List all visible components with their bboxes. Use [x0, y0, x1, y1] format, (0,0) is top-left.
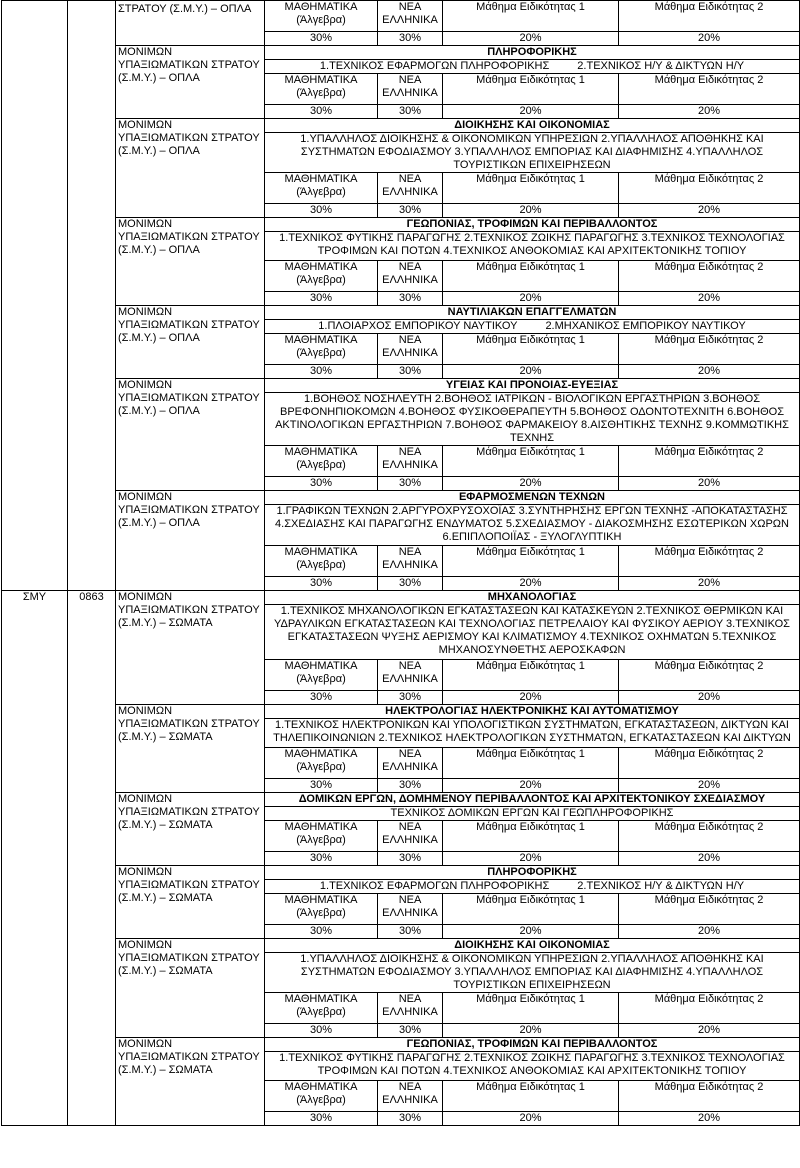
weight-spec1: 20% [443, 691, 619, 705]
subject-spec2: Μάθημα Ειδικότητας 2 [619, 660, 800, 691]
subject-math: ΜΑΘΗΜΑΤΙΚΑ (Άλγεβρα) [265, 660, 378, 691]
weight-math: 30% [265, 852, 378, 866]
weight-math: 30% [265, 365, 378, 379]
category-cell: ΣΜΥ [2, 591, 68, 1126]
group-title: ΔΟΜΙΚΩΝ ΕΡΓΩΝ, ΔΟΜΗΜΕΝΟΥ ΠΕΡΙΒΑΛΛΟΝΤΟΣ ΚΑΙ ΑΡΧΙΤΕΚΤΟΝΙΚΟΥ ΣΧΕΔΙΑΣΜΟΥ [265, 793, 800, 807]
subject-spec2: Μάθημα Ειδικότητας 2 [619, 546, 800, 577]
subject-spec2: Μάθημα Ειδικότητας 2 [619, 993, 800, 1024]
subject-spec1: Μάθημα Ειδικότητας 1 [443, 173, 619, 204]
weight-greek: 30% [378, 32, 443, 46]
group-header-row [2, 939, 800, 953]
group-title: ΠΛΗΡΟΦΟΡΙΚΗΣ [265, 46, 800, 60]
subject-spec1: Μάθημα Ειδικότητας 1 [443, 74, 619, 105]
group-title: ΕΦΑΡΜΟΣΜΕΝΩΝ ΤΕΧΝΩΝ [265, 491, 800, 505]
group-title: ΔΙΟΙΚΗΣΗΣ ΚΑΙ ΟΙΚΟΝΟΜΙΑΣ [265, 119, 800, 133]
weight-spec2: 20% [619, 204, 800, 218]
category-cell-top [2, 1, 68, 46]
weight-math: 30% [265, 779, 378, 793]
subject-greek: ΝΕΑ ΕΛΛΗΝΙΚΑ [378, 334, 443, 365]
school-type-label: ΜΟΝΙΜΩΝ ΥΠΑΞΙΩΜΑΤΙΚΩΝ ΣΤΡΑΤΟΥ (Σ.Μ.Υ.) – ΟΠΛΑ [116, 119, 265, 218]
weight-spec1: 20% [443, 105, 619, 119]
subject-math: ΜΑΘΗΜΑΤΙΚΑ (Άλγεβρα) [265, 821, 378, 852]
weight-greek: 30% [378, 925, 443, 939]
school-type-label: ΜΟΝΙΜΩΝ ΥΠΑΞΙΩΜΑΤΙΚΩΝ ΣΤΡΑΤΟΥ (Σ.Μ.Υ.) – ΟΠΛΑ [116, 491, 265, 591]
subject-math: ΜΑΘΗΜΑΤΙΚΑ (Άλγεβρα) [265, 1081, 378, 1112]
specialties-list: 1.ΤΕΧΝΙΚΟΣ ΜΗΧΑΝΟΛΟΓΙΚΩΝ ΕΓΚΑΤΑΣΤΑΣΕΩΝ ΚΑΙ ΚΑΤΑΣΚΕΥΩΝ 2.ΤΕΧΝΙΚΟΣ ΘΕΡΜΙΚΩΝ ΚΑΙ ΥΔΡΑΥΛΙΚΩΝ ΕΓΚΑΤΑΣΤΑΣΕΩΝ ΚΑΙ ΤΕΧΝΟΛΟΓΙΑΣ ΠΕΤΡΕΛΑΙΟΥ ΚΑΙ ΦΥΣΙΚΟΥ ΑΕΡΙΟΥ 3.ΤΕΧΝΙΚΟΣ ΕΓΚΑΤΑΣΤΑΣΕΩΝ ΨΥΞΗΣ ΑΕΡΙΣΜΟΥ ΚΑΙ ΚΛΙΜΑΤΙΣΜΟΥ 4.ΤΕΧΝΙΚΟΣ ΟΧΗΜΑΤΩΝ 5.ΤΕΧΝΙΚΟΣ ΜΗΧΑΝΟΣΥΝΘΕΤΗΣ ΑΕΡΟΣΚΑΦΩΝ [265, 605, 800, 660]
code-cell-top [68, 1, 116, 46]
school-type-label: ΜΟΝΙΜΩΝ ΥΠΑΞΙΩΜΑΤΙΚΩΝ ΣΤΡΑΤΟΥ (Σ.Μ.Υ.) – ΟΠΛΑ [116, 379, 265, 491]
group-header-row [2, 46, 800, 60]
subject-greek: ΝΕΑ ΕΛΛΗΝΙΚΑ [378, 821, 443, 852]
weight-math: 30% [265, 105, 378, 119]
subject-spec1: Μάθημα Ειδικότητας 1 [443, 334, 619, 365]
group-title: ΠΛΗΡΟΦΟΡΙΚΗΣ [265, 866, 800, 880]
group-title: ΓΕΩΠΟΝΙΑΣ, ΤΡΟΦΙΜΩΝ ΚΑΙ ΠΕΡΙΒΑΛΛΟΝΤΟΣ [265, 1038, 800, 1052]
specialty-item: 2.ΤΕΧΝΙΚΟΣ Η/Υ & ΔΙΚΤΥΩΝ Η/Υ [577, 880, 745, 892]
weight-spec1: 20% [443, 292, 619, 306]
subject-greek: ΝΕΑ ΕΛΛΗΝΙΚΑ [378, 993, 443, 1024]
weight-greek: 30% [378, 852, 443, 866]
subject-spec1: Μάθημα Ειδικότητας 1 [443, 748, 619, 779]
weight-math: 30% [265, 691, 378, 705]
group-header-row [2, 218, 800, 232]
group-header-row [2, 705, 800, 719]
specialty-item: 1.ΤΕΧΝΙΚΟΣ ΕΦΑΡΜΟΓΩΝ ΠΛΗΡΟΦΟΡΙΚΗΣ [319, 880, 550, 892]
weight-greek: 30% [378, 1112, 443, 1126]
group-title: ΔΙΟΙΚΗΣΗΣ ΚΑΙ ΟΙΚΟΝΟΜΙΑΣ [265, 939, 800, 953]
continued-row [2, 1, 800, 32]
weight-spec1: 20% [443, 779, 619, 793]
specialties-list: 1.ΤΕΧΝΙΚΟΣ ΗΛΕΚΤΡΟΝΙΚΩΝ ΚΑΙ ΥΠΟΛΟΓΙΣΤΙΚΩΝ ΣΥΣΤΗΜΑΤΩΝ, ΕΓΚΑΤΑΣΤΑΣΕΩΝ, ΔΙΚΤΥΩΝ ΚΑΙ ΤΗΛΕΠΙΚΟΙΝΩΝΙΩΝ 2.ΤΕΧΝΙΚΟΣ ΗΛΕΚΤΡΟΛΟΓΙΚΩΝ ΣΥΣΤΗΜΑΤΩΝ, ΕΓΚΑΤΑΣΤΑΣΕΩΝ ΚΑΙ ΔΙΚΤΥΩΝ [265, 719, 800, 748]
group-title: ΥΓΕΙΑΣ ΚΑΙ ΠΡΟΝΟΙΑΣ-ΕΥΕΞΙΑΣ [265, 379, 800, 393]
subject-spec1: Μάθημα Ειδικότητας 1 [443, 993, 619, 1024]
group-title: ΝΑΥΤΙΛΙΑΚΩΝ ΕΠΑΓΓΕΛΜΑΤΩΝ [265, 306, 800, 320]
weight-spec1: 20% [443, 365, 619, 379]
subject-spec2: Μάθημα Ειδικότητας 2 [619, 74, 800, 105]
subject-spec2: Μάθημα Ειδικότητας 2 [619, 894, 800, 925]
specialties-list [265, 880, 800, 894]
weight-spec2: 20% [619, 32, 800, 46]
school-type-label: ΜΟΝΙΜΩΝ ΥΠΑΞΙΩΜΑΤΙΚΩΝ ΣΤΡΑΤΟΥ (Σ.Μ.Υ.) – ΣΩΜΑΤΑ [116, 1038, 265, 1126]
specialties-list: ΤΕΧΝΙΚΟΣ ΔΟΜΙΚΩΝ ΕΡΓΩΝ ΚΑΙ ΓΕΩΠΛΗΡΟΦΟΡΙΚΗΣ [265, 807, 800, 821]
subject-math: ΜΑΘΗΜΑΤΙΚΑ (Άλγεβρα) [265, 546, 378, 577]
subject-spec1: Μάθημα Ειδικότητας 1 [443, 894, 619, 925]
specialties-list [265, 60, 800, 74]
weight-math: 30% [265, 477, 378, 491]
group-header-row [2, 306, 800, 320]
subject-spec1: Μάθημα Ειδικότητας 1 [443, 546, 619, 577]
specialties-list: 1.ΤΕΧΝΙΚΟΣ ΦΥΤΙΚΗΣ ΠΑΡΑΓΩΓΗΣ 2.ΤΕΧΝΙΚΟΣ ΖΩΙΚΗΣ ΠΑΡΑΓΩΓΗΣ 3.ΤΕΧΝΙΚΟΣ ΤΕΧΝΟΛΟΓΙΑΣ ΤΡΟΦΙΜΩΝ ΚΑΙ ΠΟΤΩΝ 4.ΤΕΧΝΙΚΟΣ ΑΝΘΟΚΟΜΙΑΣ ΚΑΙ ΑΡΧΙΤΕΚΤΟΝΙΚΗΣ ΤΟΠΙΟΥ [265, 232, 800, 261]
specialty-item: 2.ΤΕΧΝΙΚΟΣ Η/Υ & ΔΙΚΤΥΩΝ Η/Υ [577, 60, 745, 72]
subject-math: ΜΑΘΗΜΑΤΙΚΑ (Άλγεβρα) [265, 894, 378, 925]
weight-spec2: 20% [619, 292, 800, 306]
weight-math: 30% [265, 204, 378, 218]
school-type-label: ΜΟΝΙΜΩΝ ΥΠΑΞΙΩΜΑΤΙΚΩΝ ΣΤΡΑΤΟΥ (Σ.Μ.Υ.) – ΟΠΛΑ [116, 218, 265, 306]
group-header-row [2, 119, 800, 133]
subject-spec2: Μάθημα Ειδικότητας 2 [619, 748, 800, 779]
subject-spec1: Μάθημα Ειδικότητας 1 [443, 660, 619, 691]
group-header-row [2, 591, 800, 605]
school-type-label: ΜΟΝΙΜΩΝ ΥΠΑΞΙΩΜΑΤΙΚΩΝ ΣΤΡΑΤΟΥ (Σ.Μ.Υ.) – ΣΩΜΑΤΑ [116, 591, 265, 705]
subject-math: ΜΑΘΗΜΑΤΙΚΑ (Άλγεβρα) [265, 261, 378, 292]
weight-spec1: 20% [443, 577, 619, 591]
weight-math: 30% [265, 292, 378, 306]
subject-math: ΜΑΘΗΜΑΤΙΚΑ (Άλγεβρα) [265, 1, 378, 32]
subject-greek: ΝΕΑ ΕΛΛΗΝΙΚΑ [378, 1081, 443, 1112]
subject-spec2: Μάθημα Ειδικότητας 2 [619, 821, 800, 852]
group-header-row [2, 491, 800, 505]
weight-math: 30% [265, 925, 378, 939]
weight-spec2: 20% [619, 779, 800, 793]
weight-greek: 30% [378, 577, 443, 591]
subject-spec1: Μάθημα Ειδικότητας 1 [443, 821, 619, 852]
group-title: ΜΗΧΑΝΟΛΟΓΙΑΣ [265, 591, 800, 605]
specialty-item: 1.ΤΕΧΝΙΚΟΣ ΕΦΑΡΜΟΓΩΝ ΠΛΗΡΟΦΟΡΙΚΗΣ [319, 60, 550, 72]
weight-greek: 30% [378, 1024, 443, 1038]
specialties-list [265, 320, 800, 334]
subject-spec2: Μάθημα Ειδικότητας 2 [619, 446, 800, 477]
subject-spec2: Μάθημα Ειδικότητας 2 [619, 173, 800, 204]
weight-math: 30% [265, 577, 378, 591]
specialties-table [1, 0, 800, 1126]
subject-spec2: Μάθημα Ειδικότητας 2 [619, 261, 800, 292]
weight-greek: 30% [378, 477, 443, 491]
school-type-label: ΜΟΝΙΜΩΝ ΥΠΑΞΙΩΜΑΤΙΚΩΝ ΣΤΡΑΤΟΥ (Σ.Μ.Υ.) – ΟΠΛΑ [116, 46, 265, 119]
code-cell: 0863 [68, 591, 116, 1126]
school-type-label: ΜΟΝΙΜΩΝ ΥΠΑΞΙΩΜΑΤΙΚΩΝ ΣΤΡΑΤΟΥ (Σ.Μ.Υ.) – ΣΩΜΑΤΑ [116, 939, 265, 1038]
subject-spec1: Μάθημα Ειδικότητας 1 [443, 1, 619, 32]
group-title: ΗΛΕΚΤΡΟΛΟΓΙΑΣ ΗΛΕΚΤΡΟΝΙΚΗΣ ΚΑΙ ΑΥΤΟΜΑΤΙΣΜΟΥ [265, 705, 800, 719]
subject-math: ΜΑΘΗΜΑΤΙΚΑ (Άλγεβρα) [265, 173, 378, 204]
weight-greek: 30% [378, 204, 443, 218]
subject-greek: ΝΕΑ ΕΛΛΗΝΙΚΑ [378, 894, 443, 925]
subject-math: ΜΑΘΗΜΑΤΙΚΑ (Άλγεβρα) [265, 334, 378, 365]
specialties-list: 1.ΤΕΧΝΙΚΟΣ ΦΥΤΙΚΗΣ ΠΑΡΑΓΩΓΗΣ 2.ΤΕΧΝΙΚΟΣ ΖΩΙΚΗΣ ΠΑΡΑΓΩΓΗΣ 3.ΤΕΧΝΙΚΟΣ ΤΕΧΝΟΛΟΓΙΑΣ ΤΡΟΦΙΜΩΝ ΚΑΙ ΠΟΤΩΝ 4.ΤΕΧΝΙΚΟΣ ΑΝΘΟΚΟΜΙΑΣ ΚΑΙ ΑΡΧΙΤΕΚΤΟΝΙΚΗΣ ΤΟΠΙΟΥ [265, 1052, 800, 1081]
subject-greek: ΝΕΑ ΕΛΛΗΝΙΚΑ [378, 748, 443, 779]
specialties-list: 1.ΥΠΑΛΛΗΛΟΣ ΔΙΟΙΚΗΣΗΣ & ΟΙΚΟΝΟΜΙΚΩΝ ΥΠΗΡΕΣΙΩΝ 2.ΥΠΑΛΛΗΛΟΣ ΑΠΟΘΗΚΗΣ ΚΑΙ ΣΥΣΤΗΜΑΤΩΝ ΕΦΟΔΙΑΣΜΟΥ 3.ΥΠΑΛΛΗΛΟΣ ΕΜΠΟΡΙΑΣ ΚΑΙ ΔΙΑΦΗΜΙΣΗΣ 4.ΥΠΑΛΛΗΛΟΣ ΤΟΥΡΙΣΤΙΚΩΝ ΕΠΙΧΕΙΡΗΣΕΩΝ [265, 953, 800, 993]
weight-spec2: 20% [619, 1112, 800, 1126]
weight-greek: 30% [378, 691, 443, 705]
subject-spec2: Μάθημα Ειδικότητας 2 [619, 334, 800, 365]
weight-math: 30% [265, 1024, 378, 1038]
subject-greek: ΝΕΑ ΕΛΛΗΝΙΚΑ [378, 173, 443, 204]
weight-spec2: 20% [619, 105, 800, 119]
school-type-label: ΜΟΝΙΜΩΝ ΥΠΑΞΙΩΜΑΤΙΚΩΝ ΣΤΡΑΤΟΥ (Σ.Μ.Υ.) – ΟΠΛΑ [116, 306, 265, 379]
weight-greek: 30% [378, 779, 443, 793]
subject-greek: ΝΕΑ ΕΛΛΗΝΙΚΑ [378, 261, 443, 292]
school-type-label: ΣΤΡΑΤΟΥ (Σ.Μ.Υ.) – ΟΠΛΑ [116, 1, 265, 46]
weight-math: 30% [265, 32, 378, 46]
group-header-row [2, 793, 800, 807]
code-cell-empty [68, 46, 116, 591]
weight-spec2: 20% [619, 691, 800, 705]
weight-greek: 30% [378, 292, 443, 306]
group-header-row [2, 379, 800, 393]
weight-spec2: 20% [619, 852, 800, 866]
specialties-list: 1.ΥΠΑΛΛΗΛΟΣ ΔΙΟΙΚΗΣΗΣ & ΟΙΚΟΝΟΜΙΚΩΝ ΥΠΗΡΕΣΙΩΝ 2.ΥΠΑΛΛΗΛΟΣ ΑΠΟΘΗΚΗΣ ΚΑΙ ΣΥΣΤΗΜΑΤΩΝ ΕΦΟΔΙΑΣΜΟΥ 3.ΥΠΑΛΛΗΛΟΣ ΕΜΠΟΡΙΑΣ ΚΑΙ ΔΙΑΦΗΜΙΣΗΣ 4.ΥΠΑΛΛΗΛΟΣ ΤΟΥΡΙΣΤΙΚΩΝ ΕΠΙΧΕΙΡΗΣΕΩΝ [265, 133, 800, 173]
subject-greek: ΝΕΑ ΕΛΛΗΝΙΚΑ [378, 660, 443, 691]
weight-spec2: 20% [619, 925, 800, 939]
subject-spec2: Μάθημα Ειδικότητας 2 [619, 1081, 800, 1112]
subject-spec1: Μάθημα Ειδικότητας 1 [443, 261, 619, 292]
subject-math: ΜΑΘΗΜΑΤΙΚΑ (Άλγεβρα) [265, 446, 378, 477]
school-type-label: ΜΟΝΙΜΩΝ ΥΠΑΞΙΩΜΑΤΙΚΩΝ ΣΤΡΑΤΟΥ (Σ.Μ.Υ.) – ΣΩΜΑΤΑ [116, 705, 265, 793]
subject-greek: ΝΕΑ ΕΛΛΗΝΙΚΑ [378, 546, 443, 577]
weight-spec2: 20% [619, 1024, 800, 1038]
subject-spec1: Μάθημα Ειδικότητας 1 [443, 446, 619, 477]
specialties-list: 1.ΒΟΗΘΟΣ ΝΟΣΗΛΕΥΤΗ 2.ΒΟΗΘΟΣ ΙΑΤΡΙΚΩΝ - ΒΙΟΛΟΓΙΚΩΝ ΕΡΓΑΣΤΗΡΙΩΝ 3.ΒΟΗΘΟΣ ΒΡΕΦΟΝΗΠΙΟΚΟΜΩΝ 4.ΒΟΗΘΟΣ ΦΥΣΙΚΟΘΕΡΑΠΕΥΤΗ 5.ΒΟΗΘΟΣ ΟΔΟΝΤΟΤΕΧΝΙΤΗ 6.ΒΟΗΘΟΣ ΑΚΤΙΝΟΛΟΓΙΚΩΝ ΕΡΓΑΣΤΗΡΙΩΝ 7.ΒΟΗΘΟΣ ΦΑΡΜΑΚΕΙΟΥ 8.ΑΙΣΘΗΤΙΚΗΣ ΤΕΧΝΗΣ 9.ΚΟΜΜΩΤΙΚΗΣ ΤΕΧΝΗΣ [265, 393, 800, 446]
weight-spec2: 20% [619, 477, 800, 491]
subject-math: ΜΑΘΗΜΑΤΙΚΑ (Άλγεβρα) [265, 993, 378, 1024]
group-header-row [2, 1038, 800, 1052]
group-title: ΓΕΩΠΟΝΙΑΣ, ΤΡΟΦΙΜΩΝ ΚΑΙ ΠΕΡΙΒΑΛΛΟΝΤΟΣ [265, 218, 800, 232]
weight-math: 30% [265, 1112, 378, 1126]
specialties-list: 1.ΓΡΑΦΙΚΩΝ ΤΕΧΝΩΝ 2.ΑΡΓΥΡΟΧΡΥΣΟΧΟΪΑΣ 3.ΣΥΝΤΗΡΗΣΗΣ ΕΡΓΩΝ ΤΕΧΝΗΣ -ΑΠΟΚΑΤΑΣΤΑΣΗΣ 4.ΣΧΕΔΙΑΣΗΣ ΚΑΙ ΠΑΡΑΓΩΓΗΣ ΕΝΔΥΜΑΤΟΣ 5.ΣΧΕΔΙΑΣΜΟΥ - ΔΙΑΚΟΣΜΗΣΗΣ ΕΣΩΤΕΡΙΚΩΝ ΧΩΡΩΝ 6.ΕΠΙΠΛΟΠΟΙΪΑΣ - ΞΥΛΟΓΛΥΠΤΙΚΗ [265, 505, 800, 546]
weight-spec1: 20% [443, 1112, 619, 1126]
subject-greek: ΝΕΑ ΕΛΛΗΝΙΚΑ [378, 74, 443, 105]
specialty-item: 2.ΜΗΧΑΝΙΚΟΣ ΕΜΠΟΡΙΚΟΥ ΝΑΥΤΙΚΟΥ [545, 320, 746, 332]
group-header-row [2, 866, 800, 880]
weight-spec1: 20% [443, 1024, 619, 1038]
subject-greek: ΝΕΑ ΕΛΛΗΝΙΚΑ [378, 446, 443, 477]
weight-spec1: 20% [443, 204, 619, 218]
weight-greek: 30% [378, 105, 443, 119]
weight-spec2: 20% [619, 365, 800, 379]
subject-spec2: Μάθημα Ειδικότητας 2 [619, 1, 800, 32]
subject-math: ΜΑΘΗΜΑΤΙΚΑ (Άλγεβρα) [265, 74, 378, 105]
weight-spec1: 20% [443, 32, 619, 46]
specialty-item: 1.ΠΛΟΙΑΡΧΟΣ ΕΜΠΟΡΙΚΟΥ ΝΑΥΤΙΚΟΥ [318, 320, 518, 332]
weight-spec1: 20% [443, 477, 619, 491]
weight-spec1: 20% [443, 852, 619, 866]
subject-greek: ΝΕΑ ΕΛΛΗΝΙΚΑ [378, 1, 443, 32]
weight-spec1: 20% [443, 925, 619, 939]
weight-spec2: 20% [619, 577, 800, 591]
subject-spec1: Μάθημα Ειδικότητας 1 [443, 1081, 619, 1112]
weight-greek: 30% [378, 365, 443, 379]
category-cell-empty [2, 46, 68, 591]
school-type-label: ΜΟΝΙΜΩΝ ΥΠΑΞΙΩΜΑΤΙΚΩΝ ΣΤΡΑΤΟΥ (Σ.Μ.Υ.) – ΣΩΜΑΤΑ [116, 793, 265, 866]
school-type-label: ΜΟΝΙΜΩΝ ΥΠΑΞΙΩΜΑΤΙΚΩΝ ΣΤΡΑΤΟΥ (Σ.Μ.Υ.) – ΣΩΜΑΤΑ [116, 866, 265, 939]
subject-math: ΜΑΘΗΜΑΤΙΚΑ (Άλγεβρα) [265, 748, 378, 779]
